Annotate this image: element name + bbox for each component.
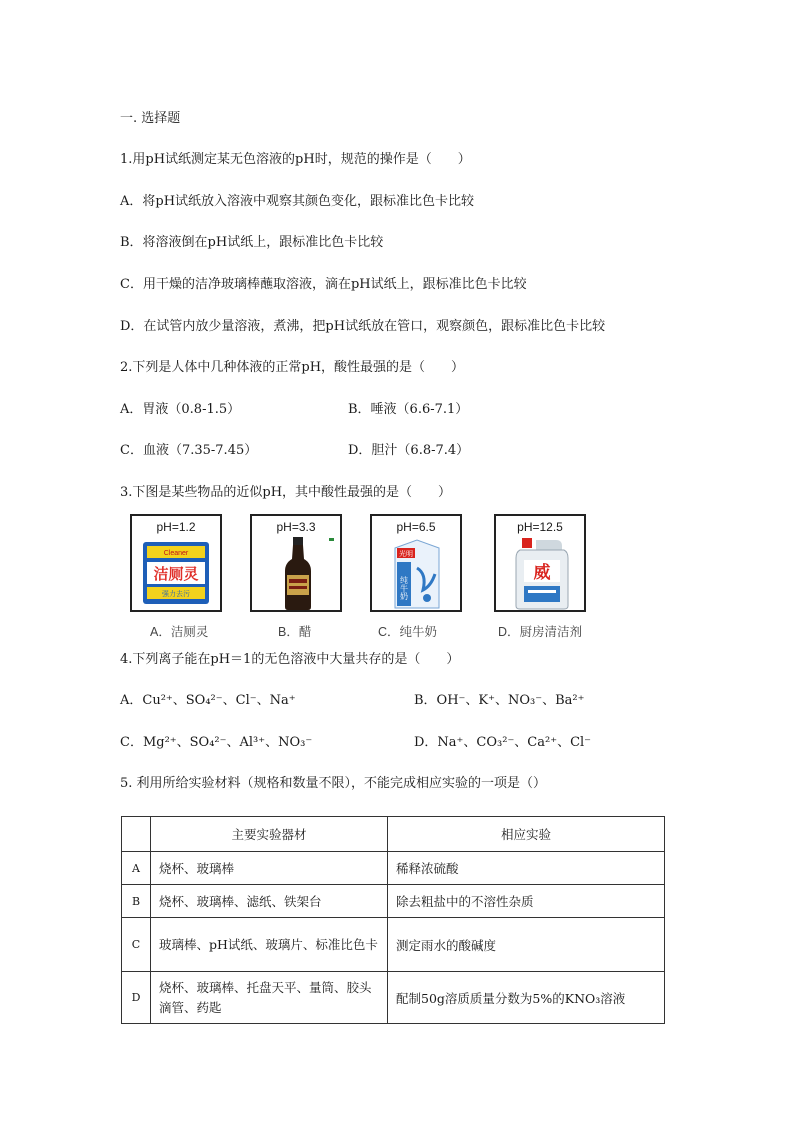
small-green-mark <box>329 538 334 541</box>
q3-stem: 3.下图是某些物品的近似pH，其中酸性最强的是（ ） <box>120 485 452 500</box>
cleaner-sub: Cleaner <box>163 550 189 557</box>
row-label: D <box>122 972 151 1024</box>
q1-stem: 1.用pH试纸测定某无色溶液的pH时，规范的操作是（ ） <box>120 152 471 167</box>
table-header-equipment: 主要实验器材 <box>151 817 388 852</box>
caption-a: A．洁厕灵 <box>150 625 209 639</box>
ph-label: pH=6.5 <box>396 520 436 534</box>
ph-label: pH=3.3 <box>276 520 316 534</box>
table-row <box>122 918 665 972</box>
q2-stem: 2.下列是人体中几种体液的正常pH，酸性最强的是（ ） <box>120 360 465 375</box>
row-equipment: 烧杯、玻璃棒 <box>151 852 388 885</box>
table-row <box>122 885 665 918</box>
q1-option-a: A．将pH试纸放入溶液中观察其颜色变化，跟标准比色卡比较 <box>120 194 475 209</box>
q5-table <box>121 816 665 1024</box>
q4-option-a: A．Cu²⁺、SO₄²⁻、Cl⁻、Na⁺ <box>120 693 296 708</box>
detergent-label: 威 <box>533 563 551 583</box>
table-row <box>122 852 665 885</box>
caption-d: D．厨房清洁剂 <box>498 625 583 639</box>
row-equipment: 玻璃棒、pH试纸、玻璃片、标准比色卡 <box>151 918 388 972</box>
row-label: A <box>122 852 151 885</box>
product-card-toilet-cleaner <box>130 514 222 612</box>
table-header-row <box>122 817 665 852</box>
table-header-experiment: 相应实验 <box>388 817 665 852</box>
caption-b: B．醋 <box>278 625 312 639</box>
detergent-bottle-image <box>512 538 572 610</box>
q4-option-d: D．Na⁺、CO₃²⁻、Ca²⁺、Cl⁻ <box>414 735 592 750</box>
q2-option-a: A．胃液（0.8-1.5） <box>120 402 241 417</box>
row-experiment: 配制50g溶质质量分数为5%的KNO₃溶液 <box>388 972 665 1024</box>
ph-label: pH=12.5 <box>517 520 563 534</box>
q4-stem: 4.下列离子能在pH＝1的无色溶液中大量共存的是（ ） <box>120 652 460 667</box>
q2-option-d: D．胆汁（6.8-7.4） <box>348 443 470 458</box>
row-equipment: 烧杯、玻璃棒、滤纸、铁架台 <box>151 885 388 918</box>
table-row <box>122 972 665 1024</box>
row-experiment: 测定雨水的酸碱度 <box>388 918 665 972</box>
row-label: B <box>122 885 151 918</box>
table-header-empty <box>122 817 151 852</box>
vinegar-bottle-image <box>278 537 318 611</box>
row-experiment: 稀释浓硫酸 <box>388 852 665 885</box>
q4-option-b: B．OH⁻、K⁺、NO₃⁻、Ba²⁺ <box>414 693 585 708</box>
q2-option-c: C．血液（7.35-7.45） <box>120 443 258 458</box>
q1-option-b: B．将溶液倒在pH试纸上，跟标准比色卡比较 <box>120 235 384 250</box>
q4-option-c: C．Mg²⁺、SO₄²⁻、Al³⁺、NO₃⁻ <box>120 735 313 750</box>
row-experiment: 除去粗盐中的不溶性杂质 <box>388 885 665 918</box>
product-card-detergent <box>494 514 586 612</box>
product-card-milk <box>370 514 462 612</box>
row-label: C <box>122 918 151 972</box>
cleaner-label: 洁厕灵 <box>153 565 199 583</box>
q5-stem: 5. 利用所给实验材料（规格和数量不限），不能完成相应实验的一项是（） <box>120 776 547 791</box>
ph-label: pH=1.2 <box>156 520 196 534</box>
row-equipment: 烧杯、玻璃棒、托盘天平、量筒、胶头滴管、药匙 <box>151 972 388 1024</box>
milk-brand: 光明 <box>399 550 413 558</box>
product-card-vinegar <box>250 514 342 612</box>
toilet-cleaner-image <box>141 540 211 606</box>
milk-carton-image <box>387 538 447 610</box>
section-title: 一. 选择题 <box>120 111 181 126</box>
q2-option-b: B．唾液（6.6-7.1） <box>348 402 469 417</box>
cleaner-sub2: 强力去污 <box>162 590 190 598</box>
caption-c: C．纯牛奶 <box>378 625 438 639</box>
q1-option-d: D．在试管内放少量溶液，煮沸，把pH试纸放在管口，观察颜色，跟标准比色卡比较 <box>120 319 606 334</box>
q1-option-c: C．用干燥的洁净玻璃棒蘸取溶液，滴在pH试纸上，跟标准比色卡比较 <box>120 277 527 292</box>
milk-label: 纯牛奶 <box>399 576 409 600</box>
